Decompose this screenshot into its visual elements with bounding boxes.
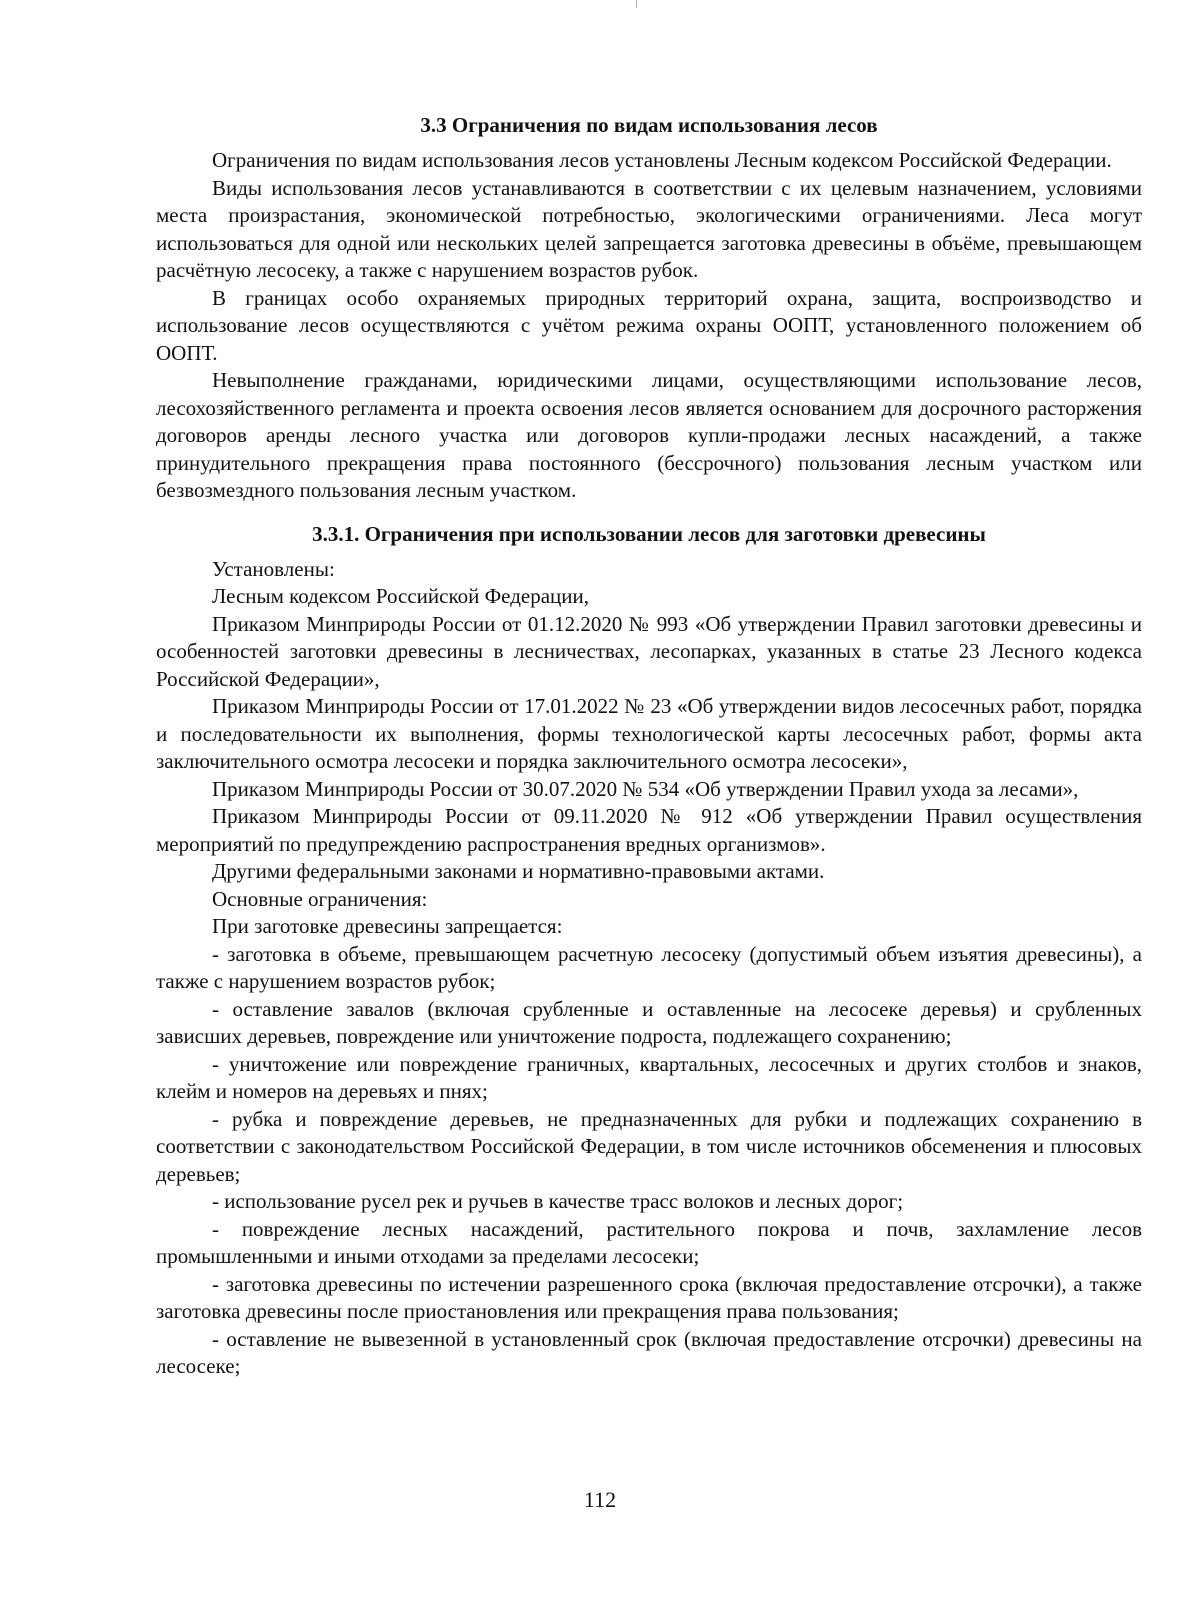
section-3-3-heading: 3.3 Ограничения по видам использования лесов [420,113,878,137]
paragraph: Невыполнение гражданами, юридическими лицами, осуществляющими использование лесов, лесохозяйственного регламента и проекта освоения лесов является основанием для досрочного расторжения договоров аренды лесного участка или договоров купли-продажи лесных насаждений, а также принудительного прекращения права постоянного (бессрочного) пользования лесным участком или безвозмездного пользования лесным участком. [156,368,1142,502]
list-item: - оставление не вывезенной в установленный срок (включая предоставление отсрочки) древесины на лесосеке; [156,1326,1142,1378]
paragraph: Установлены: [212,556,335,581]
list-item: - рубка и повреждение деревьев, не предназначенных для рубки и подлежащих сохранению в соответствии с законодательством Российской Федерации, в том числе источников обсеменения и плюсовых деревьев; [156,1106,1142,1186]
list-item: - заготовка в объеме, превышающем расчетную лесосеку (допустимый объем изъятия древесины), а также с нарушением возрастов рубок; [156,941,1142,993]
paragraph: Приказом Минприроды России от 01.12.2020 № 993 «Об утверждении Правил заготовки древесины и особенностей заготовки древесины в лесничествах, лесопарках, указанных в статье 23 Лесного кодекса Российской Федерации», [156,611,1142,691]
paragraph: Лесным кодексом Российской Федерации, [212,584,589,608]
page-content [156,112,1142,1381]
paragraph: Приказом Минприроды России от 17.01.2022 № 23 «Об утверждении видов лесосечных работ, порядка и последовательности их выполнения, формы технологической карты лесосечных работ, формы акта заключительного осмотра лесосеки и порядка заключительного осмотра лесосеки», [156,694,1142,773]
list-item: - повреждение лесных насаждений, растительного покрова и почв, захламление лесов промышленными и иными отходами за пределами лесосеки; [156,1216,1142,1268]
paragraph: Другими федеральными законами и нормативно-правовыми актами. [212,859,825,883]
paragraph: Ограничения по видам использования лесов установлены Лесным кодексом Российской Федерации. [212,148,1112,172]
list-item: - уничтожение или повреждение граничных, квартальных, лесосечных и других столбов и знаков, клейм и номеров на деревьях и пнях; [156,1051,1142,1103]
list-item: - заготовка древесины по истечении разрешенного срока (включая предоставление отсрочки), а также заготовка древесины после приостановления или прекращения права пользования; [156,1271,1142,1323]
paragraph: Основные ограничения: [212,886,428,911]
prohibitions-list [156,941,1142,1381]
paragraph: В границах особо охраняемых природных территорий охрана, защита, воспроизводство и использование лесов осуществляются с учётом режима охраны ООПТ, установленного положением об ООПТ. [156,285,1142,365]
list-item: - использование русел рек и ручьев в качестве трасс волоков и лесных дорог; [212,1189,904,1213]
page-number: 112 [583,1487,617,1512]
paragraph: Виды использования лесов устанавливаются в соответствии с их целевым назначением, условиями места произрастания, экономической потребностью, экологическими ограничениями. Леса могут использоваться для одной или нескольких целей запрещается заготовка древесины в объёме, превышающем расчётную лесосеку, а также с нарушением возрастов рубок. [156,175,1142,282]
paragraph: Приказом Минприроды России от 30.07.2020 № 534 «Об утверждении Правил ухода за лесами», [212,776,1079,801]
scan-mark [636,0,637,8]
paragraph: Приказом Минприроды России от 09.11.2020 № 912 «Об утверждении Правил осуществления мероприятий по предупреждению распространения вредных организмов». [156,804,1142,856]
section-3-3-1-heading: 3.3.1. Ограничения при использовании лесов для заготовки древесины [312,521,986,546]
paragraph: При заготовке древесины запрещается: [212,914,563,938]
list-item: - оставление завалов (включая срубленные и оставленные на лесосеке деревья) и срубленных зависших деревьев, повреждение или уничтожение подроста, подлежащего сохранению; [156,996,1142,1048]
